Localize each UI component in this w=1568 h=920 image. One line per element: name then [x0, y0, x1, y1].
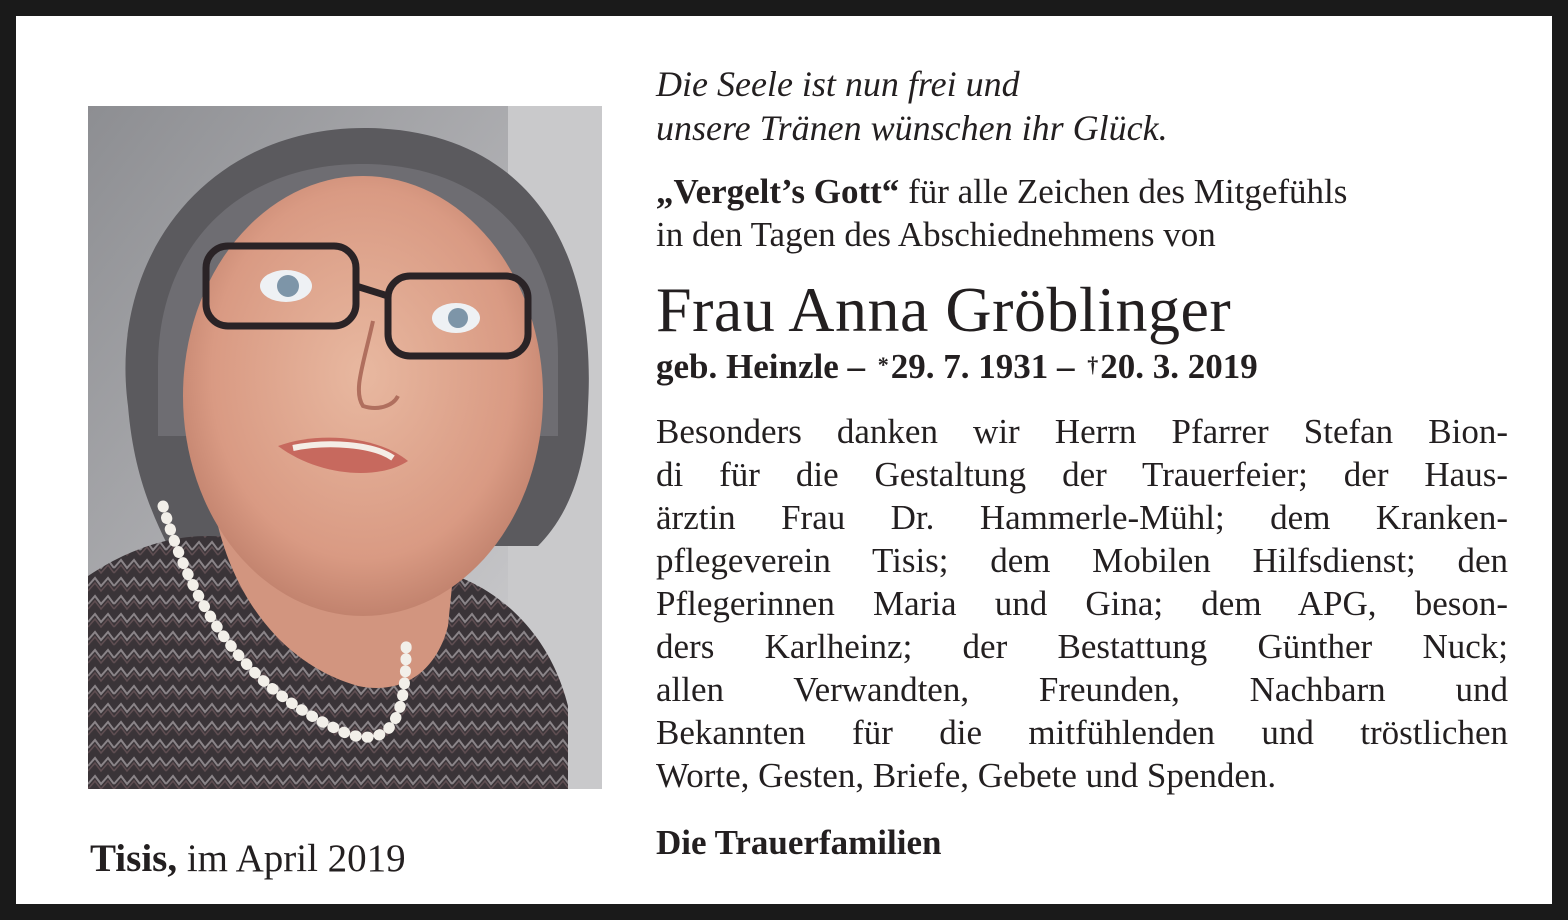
body-line: pflegeverein Tisis; dem Mobilen Hilfsdienst; den: [656, 541, 1508, 580]
thanks-emphasis: „Vergelt’s Gott“: [656, 172, 900, 211]
birth-name: geb. Heinzle –: [656, 347, 874, 386]
acknowledgement-text: [656, 410, 1508, 797]
portrait-photo: [88, 106, 602, 789]
birth-date: 29. 7. 1931 –: [890, 347, 1084, 386]
deceased-name: Frau Anna Gröblinger: [656, 274, 1232, 345]
verse-line-1: Die Seele ist nun frei und: [656, 64, 1020, 104]
body-line: allen Verwandten, Freunden, Nachbarn und: [656, 670, 1508, 709]
thanks-line-1: [656, 170, 1508, 213]
body-line: Bekannten für die mitfühlenden und tröstlichen: [656, 713, 1508, 752]
body-line: ders Karlheinz; der Bestattung Günther Nuck;: [656, 627, 1508, 666]
thanks-intro: [656, 170, 1508, 256]
death-cross-icon: †: [1087, 352, 1099, 377]
thanks-line-2: in den Tagen des Abschiednehmens von: [656, 215, 1216, 254]
body-line: di für die Gestaltung der Trauerfeier; der Haus-: [656, 455, 1508, 494]
body-line: ärztin Frau Dr. Hammerle-Mühl; dem Kranken-: [656, 498, 1508, 537]
birth-star-icon: *: [877, 352, 889, 377]
signature: Die Trauerfamilien: [656, 823, 942, 862]
death-date: 20. 3. 2019: [1100, 347, 1258, 386]
notice-text-column: [656, 62, 1508, 864]
place-date-line: [90, 836, 406, 882]
notice-date: im April 2019: [177, 837, 406, 880]
portrait-illustration: [88, 106, 602, 789]
thanks-line-1-rest: für alle Zeichen des Mitgefühls: [899, 172, 1348, 211]
body-line: Pflegerinnen Maria und Gina; dem APG, beson-: [656, 584, 1508, 623]
life-dates: [656, 346, 1508, 388]
place-name: Tisis,: [90, 837, 178, 880]
verse-line-2: unsere Tränen wünschen ihr Glück.: [656, 108, 1168, 148]
memorial-verse: [656, 62, 1508, 150]
body-line: Worte, Gesten, Briefe, Gebete und Spenden.: [656, 756, 1277, 795]
body-line: Besonders danken wir Herrn Pfarrer Stefan Bion-: [656, 412, 1508, 451]
